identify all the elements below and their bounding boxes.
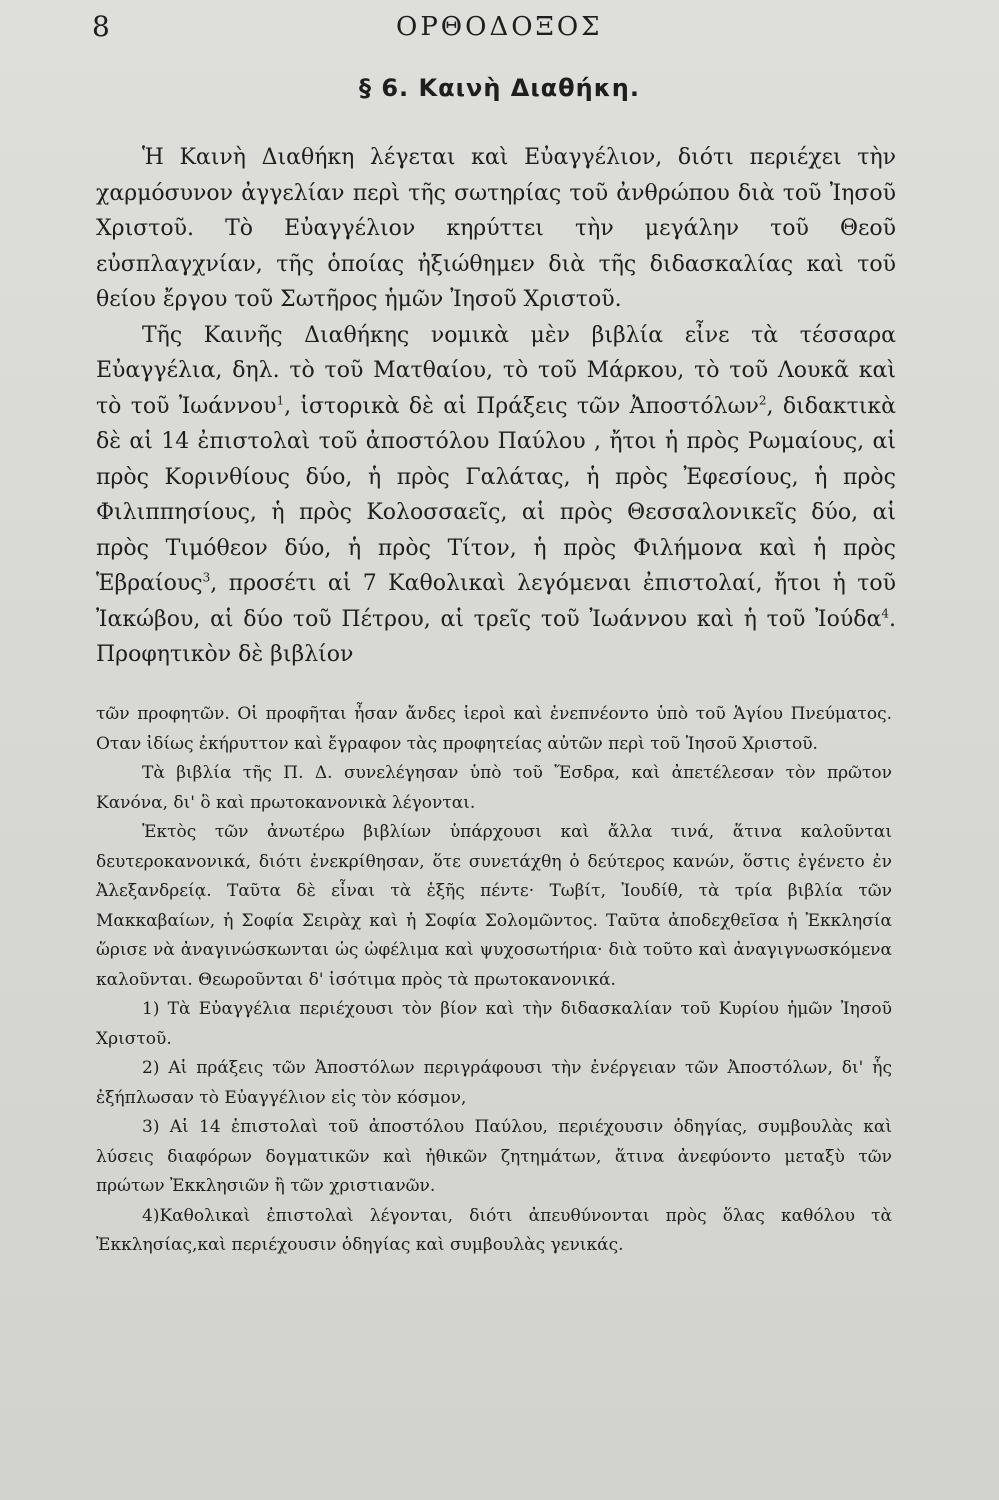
paragraph-2-part-b: , ἱστορικὰ δὲ αἱ Πράξεις τῶν Ἀποστόλων <box>284 393 759 419</box>
paragraph-2 <box>96 318 896 673</box>
note-paragraph: Ἐκτὸς τῶν ἀνωτέρω βιβλίων ὑπάρχουσι καὶ ἄλλα τινά, ἅτινα καλοῦνται δευτεροκανονικά, διότι ἐνεκρίθησαν, ὅτε συνετάχθη ὁ δεύτερος κανών, ὅστις ἐγένετο ἐν Ἀλεξανδρείᾳ. Ταῦτα δὲ εἶναι τὰ ἑξῆς πέντε· Τωβίτ, Ἰουδίθ, τὰ τρία βιβλία τῶν Μακκαβαίων, ἡ Σοφία Σειρὰχ καὶ ἡ Σοφία Σολομῶντος. Ταῦτα ἀποδεχθεῖσα ἡ Ἐκκλησία ὥρισε νὰ ἀναγινώσκωνται ὡς ὠφέλιμα καὶ ψυχοσωτήρια· διὰ τοῦτο καὶ ἀναγιγνωσκόμενα καλοῦνται. Θεωροῦνται δ' ἰσότιμα πρὸς τὰ πρωτοκανονικά. <box>96 822 892 990</box>
footnote-ref-3: 3 <box>202 570 211 585</box>
notes-section <box>96 700 892 1261</box>
footnote-2: 2) Αἱ πράξεις τῶν Ἀποστόλων περιγράφουσι τὴν ἐνέργειαν τῶν Ἀποστόλων, δι' ἧς ἐξήπλωσαν τὸ Εὐαγγέλιον εἰς τὸν κόσμον, <box>96 1058 892 1108</box>
footnote-4: 4)Καθολικαὶ ἐπιστολαὶ λέγονται, διότι ἀπευθύνονται πρὸς ὅλας καθόλου τὰ Ἐκκλησίας,καὶ περιέχουσιν ὁδηγίας καὶ συμβουλὰς γενικάς. <box>96 1205 892 1255</box>
paragraph-2-part-c: , διδακτικὰ δὲ αἱ 14 ἐπιστολαὶ τοῦ ἀποστόλου Παύλου , ἤτοι ἡ πρὸς Ρωμαίους, αἱ πρὸς Κορινθίους δύο, ἡ πρὸς Γαλάτας, ἡ πρὸς Ἐφεσίους, ἡ πρὸς Φιλιππησίους, ἡ πρὸς Κολοσσαεῖς, αἱ πρὸς Θεσσαλονικεῖς δύο, αἱ πρὸς Τιμόθεον δύο, ἡ πρὸς Τίτον, ἡ πρὸς Φιλήμονα καὶ ἡ πρὸς Ἑβραίους <box>96 393 896 596</box>
paragraph-2-part-d: , προσέτι αἱ 7 Καθολικαὶ λεγόμεναι ἐπιστολαί, ἤτοι ἡ τοῦ Ἰακώβου, αἱ δύο τοῦ Πέτρου, αἱ τρεῖς τοῦ Ἰωάννου καὶ ἡ τοῦ Ἰούδα <box>96 571 896 632</box>
footnote-ref-1: 1 <box>276 393 285 408</box>
footnote-ref-2: 2 <box>758 393 767 408</box>
footnote-1: 1) Τὰ Εὐαγγέλια περιέχουσι τὸν βίον καὶ τὴν διδασκαλίαν τοῦ Κυρίου ἡμῶν Ἰησοῦ Χριστοῦ. <box>96 999 892 1049</box>
note-continuation: τῶν προφητῶν. Οἱ προφῆται ἦσαν ἄνδες ἱεροὶ καὶ ἐνεπνέοντο ὑπὸ τοῦ Ἁγίου Πνεύματος. Οταν ἰδίως ἐκήρυττον καὶ ἔγραφον τὰς προφητείας αὐτῶν περὶ τοῦ Ἰησοῦ Χριστοῦ. <box>96 704 892 754</box>
footnote-3: 3) Αἱ 14 ἐπιστολαὶ τοῦ ἀποστόλου Παύλου, περιέχουσιν ὁδηγίας, συμβουλὰς καὶ λύσεις διαφόρων δογματικῶν καὶ ἠθικῶν ζητημάτων, ἅτινα ἀνεφύοντο μεταξὺ τῶν πρώτων Ἐκκλησιῶν ἢ τῶν χριστιανῶν. <box>96 1117 892 1196</box>
paragraph-2-part-e: . Προφητικὸν δὲ βιβλίον <box>96 606 896 667</box>
paragraph-2-part-a: Τῆς Καινῆς Διαθήκης νομικὰ μὲν βιβλία εἶνε τὰ τέσσαρα Εὐαγγέλια, δηλ. τὸ τοῦ Ματθαίου, τὸ τοῦ Μάρκου, τὸ τοῦ Λουκᾶ καὶ τὸ τοῦ Ἰωάννου <box>96 322 896 419</box>
footnote-ref-4: 4 <box>881 606 889 621</box>
note-paragraph: Τὰ βιβλία τῆς Π. Δ. συνελέγησαν ὑπὸ τοῦ Ἔσδρα, καὶ ἀπετέλεσαν τὸν πρῶτον Κανόνα, δι' ὃ καὶ πρωτοκανονικὰ λέγονται. <box>96 763 892 813</box>
running-head: ΟΡΘΟΔΟΞΟΣ <box>396 12 603 42</box>
section-title: § 6. Καινὴ Διαθήκη. <box>359 74 640 102</box>
paragraph-1: Ἡ Καινὴ Διαθήκη λέγεται καὶ Εὐαγγέλιον, διότι περιέχει τὴν χαρμόσυνον ἀγγελίαν περὶ τῆς σωτηρίας τοῦ ἀνθρώπου διὰ τοῦ Ἰησοῦ Χριστοῦ. Τὸ Εὐαγγέλιον κηρύττει τὴν μεγάλην τοῦ Θεοῦ εὐσπλαγχνίαν, τῆς ὁποίας ἠξιώθημεν διὰ τῆς διδασκαλίας καὶ τοῦ θείου ἔργου τοῦ Σωτῆρος ἡμῶν Ἰησοῦ Χριστοῦ. <box>96 145 896 312</box>
main-text <box>96 140 896 673</box>
page-number: 8 <box>92 10 110 43</box>
page-header <box>92 10 959 50</box>
